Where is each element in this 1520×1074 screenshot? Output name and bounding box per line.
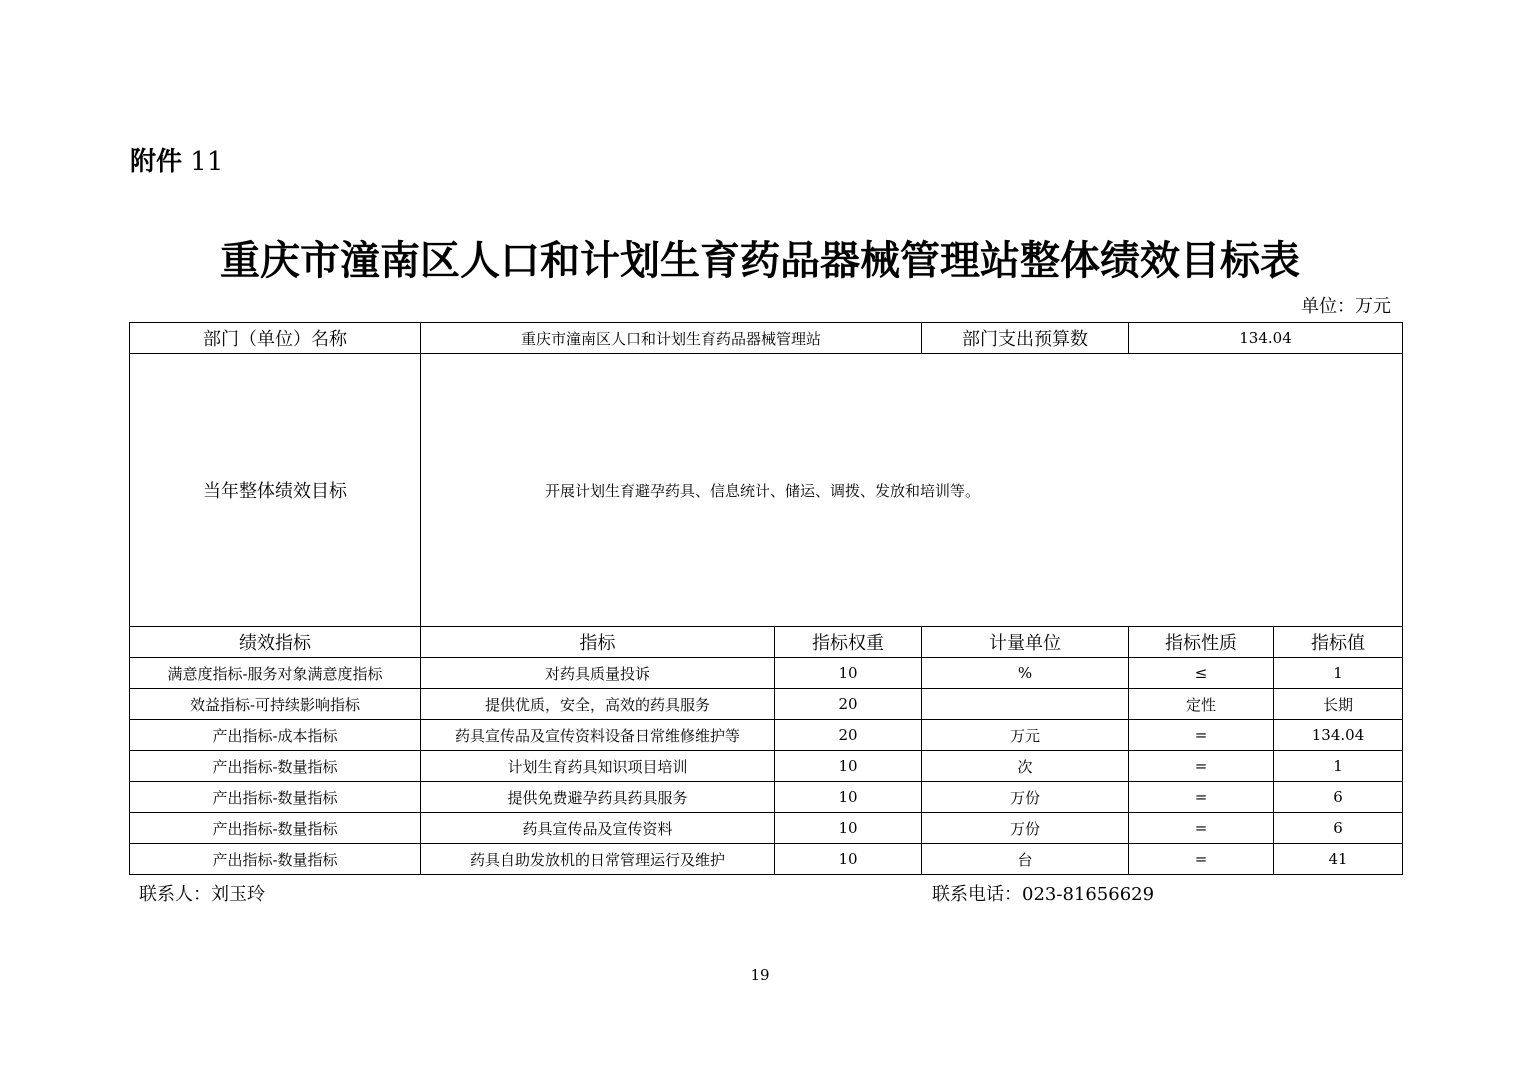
row-value: 41 bbox=[1274, 844, 1403, 875]
row-nature: = bbox=[1129, 844, 1274, 875]
budget-value: 134.04 bbox=[1129, 323, 1403, 354]
row-value: 6 bbox=[1274, 782, 1403, 813]
row-value: 1 bbox=[1274, 751, 1403, 782]
row-type: 满意度指标-服务对象满意度指标 bbox=[130, 658, 421, 689]
row-indicator: 提供优质，安全，高效的药具服务 bbox=[421, 689, 775, 720]
goal-label: 当年整体绩效目标 bbox=[130, 354, 421, 627]
row-type: 产出指标-数量指标 bbox=[130, 844, 421, 875]
contact-person: 联系人：刘玉玲 bbox=[139, 884, 265, 905]
row-value: 134.04 bbox=[1274, 720, 1403, 751]
col-indicator: 指标 bbox=[421, 627, 775, 658]
row-weight: 20 bbox=[775, 689, 922, 720]
col-unit: 计量单位 bbox=[922, 627, 1129, 658]
table-row bbox=[130, 751, 1403, 782]
dept-name-label: 部门（单位）名称 bbox=[130, 323, 421, 354]
row-nature: = bbox=[1129, 751, 1274, 782]
budget-label: 部门支出预算数 bbox=[922, 323, 1129, 354]
row-value: 1 bbox=[1274, 658, 1403, 689]
attachment-prefix: 附件 bbox=[130, 147, 183, 177]
row-weight: 10 bbox=[775, 658, 922, 689]
col-nature: 指标性质 bbox=[1129, 627, 1274, 658]
row-nature: = bbox=[1129, 782, 1274, 813]
row-weight: 10 bbox=[775, 844, 922, 875]
row-type: 效益指标-可持续影响指标 bbox=[130, 689, 421, 720]
header-row bbox=[130, 323, 1403, 354]
row-type: 产出指标-数量指标 bbox=[130, 782, 421, 813]
row-nature: 定性 bbox=[1129, 689, 1274, 720]
row-unit: 万份 bbox=[922, 782, 1129, 813]
row-unit: 次 bbox=[922, 751, 1129, 782]
row-weight: 10 bbox=[775, 751, 922, 782]
row-nature: ≤ bbox=[1129, 658, 1274, 689]
column-header-row bbox=[130, 627, 1403, 658]
row-type: 产出指标-数量指标 bbox=[130, 813, 421, 844]
goal-text: 开展计划生育避孕药具、信息统计、储运、调拨、发放和培训等。 bbox=[421, 354, 1403, 627]
row-indicator: 药具自助发放机的日常管理运行及维护 bbox=[421, 844, 775, 875]
attachment-number: 11 bbox=[190, 147, 224, 177]
row-weight: 10 bbox=[775, 782, 922, 813]
row-value: 6 bbox=[1274, 813, 1403, 844]
row-indicator: 计划生育药具知识项目培训 bbox=[421, 751, 775, 782]
table-row bbox=[130, 658, 1403, 689]
table-row bbox=[130, 782, 1403, 813]
row-type: 产出指标-成本指标 bbox=[130, 720, 421, 751]
document-title: 重庆市潼南区人口和计划生育药品器械管理站整体绩效目标表 bbox=[220, 237, 1300, 284]
row-unit: 万份 bbox=[922, 813, 1129, 844]
table-row bbox=[130, 689, 1403, 720]
row-weight: 20 bbox=[775, 720, 922, 751]
row-indicator: 药具宣传品及宣传资料 bbox=[421, 813, 775, 844]
table-row bbox=[130, 844, 1403, 875]
dept-name-value: 重庆市潼南区人口和计划生育药品器械管理站 bbox=[421, 323, 922, 354]
table-row bbox=[130, 720, 1403, 751]
row-nature: = bbox=[1129, 720, 1274, 751]
page-number: 19 bbox=[750, 966, 770, 984]
col-value: 指标值 bbox=[1274, 627, 1403, 658]
row-value: 长期 bbox=[1274, 689, 1403, 720]
row-type: 产出指标-数量指标 bbox=[130, 751, 421, 782]
col-indicator-type: 绩效指标 bbox=[130, 627, 421, 658]
row-unit: % bbox=[922, 658, 1129, 689]
performance-target-table bbox=[129, 322, 1403, 875]
row-unit: 台 bbox=[922, 844, 1129, 875]
unit-label: 单位：万元 bbox=[1301, 296, 1391, 317]
row-unit bbox=[922, 689, 1129, 720]
row-unit: 万元 bbox=[922, 720, 1129, 751]
attachment-label bbox=[130, 146, 223, 178]
row-indicator: 对药具质量投诉 bbox=[421, 658, 775, 689]
goal-row bbox=[130, 354, 1403, 627]
contact-phone: 联系电话：023-81656629 bbox=[932, 884, 1155, 905]
row-indicator: 提供免费避孕药具药具服务 bbox=[421, 782, 775, 813]
row-indicator: 药具宣传品及宣传资料设备日常维修维护等 bbox=[421, 720, 775, 751]
table-row bbox=[130, 813, 1403, 844]
row-weight: 10 bbox=[775, 813, 922, 844]
col-weight: 指标权重 bbox=[775, 627, 922, 658]
row-nature: = bbox=[1129, 813, 1274, 844]
